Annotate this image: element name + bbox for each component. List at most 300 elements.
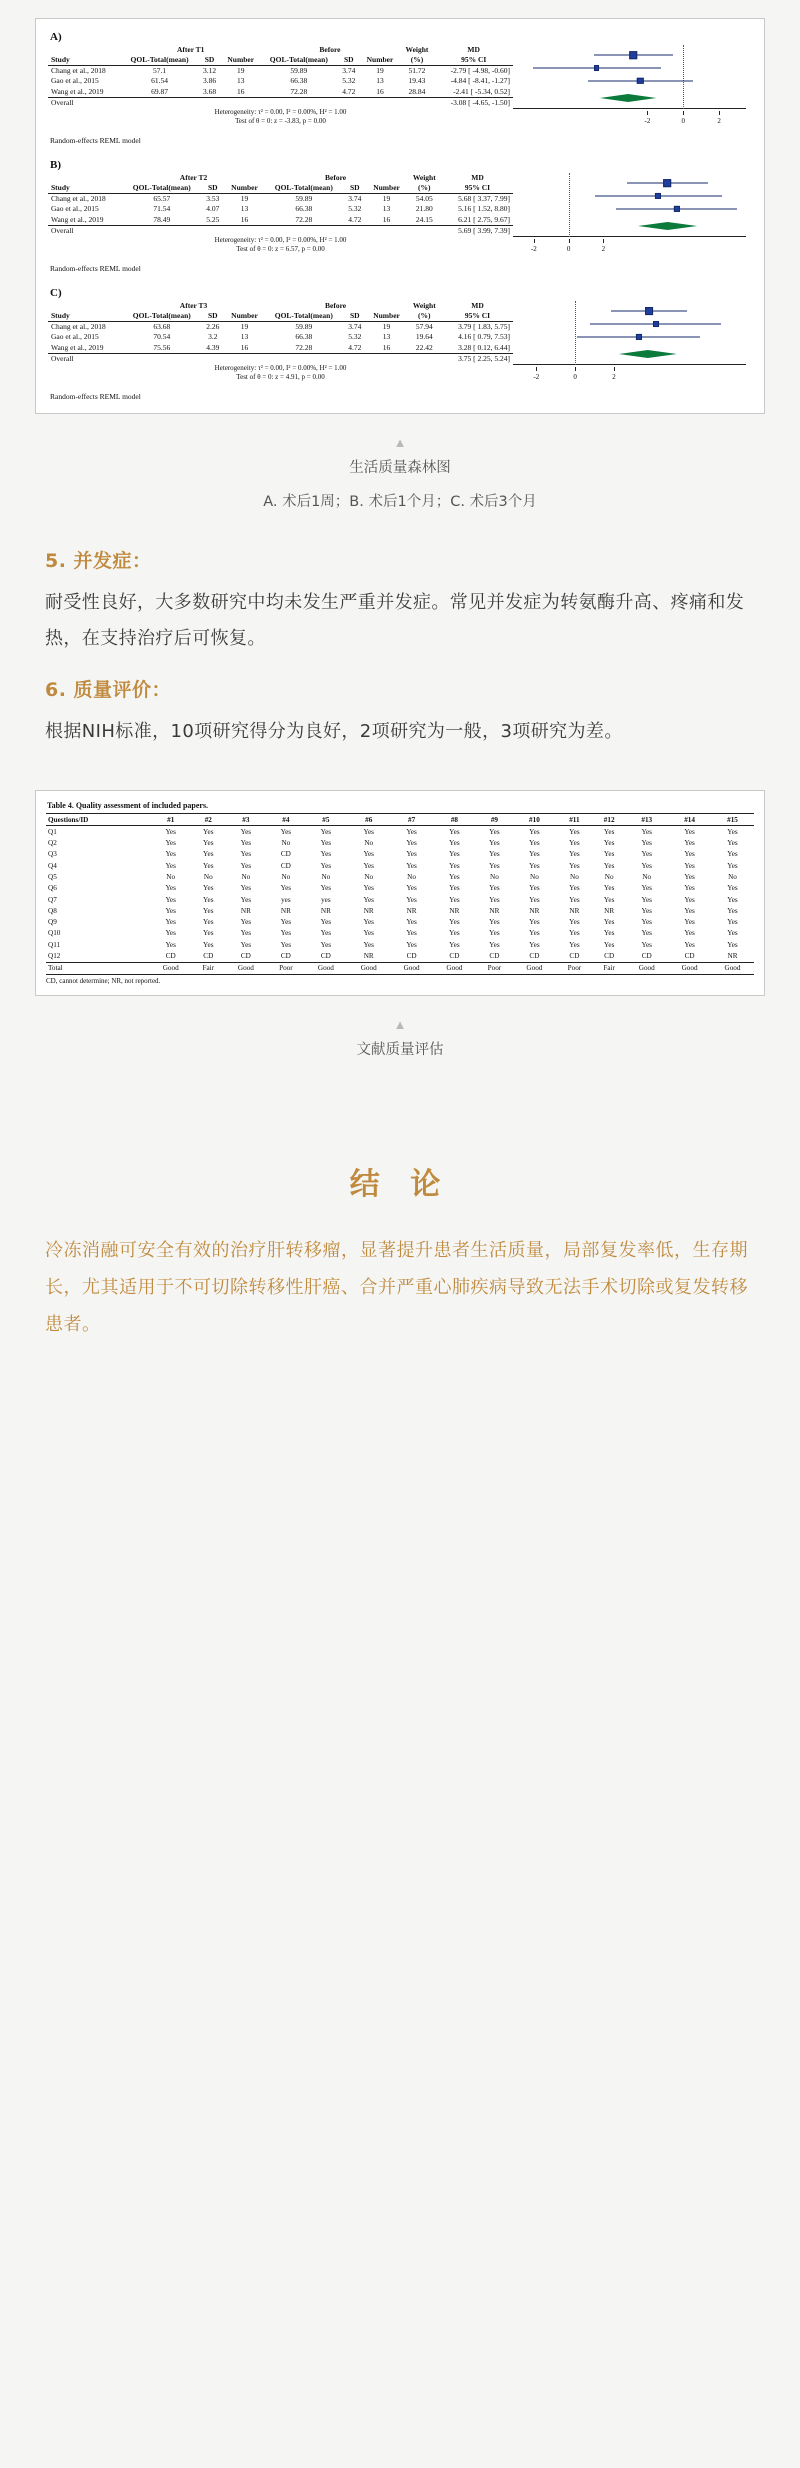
table-cell: Q5 — [48, 873, 57, 882]
table-cell: Yes — [406, 839, 417, 848]
table-cell: Good — [304, 962, 347, 974]
table-cell: Yes — [240, 839, 252, 848]
table-cell: Poor — [556, 962, 593, 974]
overall-diamond — [619, 350, 677, 358]
section-title: 6. 质量评价： — [45, 679, 172, 702]
table-cell: Yes — [529, 929, 540, 938]
table-cell: Yes — [603, 884, 615, 893]
table-cell: Good — [149, 962, 192, 974]
table-cell: NR — [529, 906, 540, 915]
table-cell: Yes — [320, 850, 332, 859]
table-cell: Yes — [449, 827, 460, 836]
caret-up-icon: ▲ — [393, 1016, 407, 1032]
table-cell: Yes — [727, 918, 738, 927]
table-cell: Yes — [727, 906, 738, 915]
axis-tick-label: -2 — [530, 245, 537, 253]
table-cell: Fair — [593, 962, 625, 974]
forest-plot-card — [35, 18, 765, 414]
table-cell: Yes — [641, 940, 652, 949]
table-cell: CD — [203, 951, 214, 960]
table-cell: No — [281, 839, 291, 848]
table-cell: Yes — [529, 884, 540, 893]
table-cell: Yes — [603, 827, 615, 836]
table-cell: Yes — [363, 918, 374, 927]
table-row: Chang et al., 2018 65.57 3.53 19 59.89 3.74 19 54.05 5.68 [ 3.37, 7.99] — [51, 194, 510, 204]
overall-row: Overall 3.75 [ 2.25, 5.24] — [48, 353, 513, 364]
table-row — [46, 883, 754, 894]
table-row — [46, 849, 754, 860]
table-cell: Good — [668, 962, 711, 974]
table-cell: Q10 — [48, 929, 61, 938]
table-cell: Yes — [240, 861, 252, 870]
table-cell: Yes — [641, 906, 652, 915]
null-line — [683, 45, 684, 109]
table-cell: Yes — [320, 929, 332, 938]
null-line — [569, 173, 570, 237]
figure-caption — [0, 436, 800, 516]
table-cell: No — [321, 873, 331, 882]
table-cell: Yes — [489, 929, 500, 938]
table-row — [46, 838, 754, 849]
table-cell: Yes — [569, 850, 580, 859]
table-cell: Yes — [320, 940, 332, 949]
caret-up-icon: ▲ — [393, 435, 407, 450]
table-cell: Yes — [449, 895, 460, 904]
figure-caption-line1: 生活质量森林图 — [349, 460, 451, 476]
table-cell: CD — [569, 951, 580, 960]
column-header: #12 — [593, 814, 625, 826]
axis-tick-label: 0 — [573, 373, 577, 381]
table-cell: Q1 — [48, 827, 57, 836]
table-row: Wang et al., 2019 69.87 3.68 16 72.28 4.72 16 28.84 -2.41 [ -5.34, 0.52] — [51, 86, 510, 96]
table-cell: CD — [165, 951, 176, 960]
table-cell: Yes — [489, 895, 500, 904]
quality-table-card — [35, 790, 765, 996]
table-cell: Yes — [203, 906, 214, 915]
table-row — [46, 894, 754, 905]
heterogeneity-text: Heterogeneity: τ² = 0.00, I² = 0.00%, H² = 1.00 — [214, 107, 347, 116]
axis-tick — [534, 239, 535, 243]
effect-marker — [636, 334, 642, 340]
column-header: #8 — [433, 814, 476, 826]
table-cell: yes — [321, 895, 331, 904]
table-cell: NR — [320, 906, 331, 915]
section-title: 5. 并发症： — [45, 550, 152, 573]
table-cell: Good — [711, 962, 754, 974]
plot-axis — [513, 108, 746, 109]
table-cell: Yes — [569, 918, 580, 927]
axis-tick — [536, 367, 537, 371]
table-cell: Yes — [684, 873, 695, 882]
table-cell: No — [604, 873, 614, 882]
table-cell: Yes — [684, 827, 695, 836]
table-cell: Yes — [449, 850, 460, 859]
table-cell: NR — [489, 906, 500, 915]
test-text: Test of θ = 0: z = -3.83, p = 0.00 — [235, 117, 326, 126]
table-row — [46, 826, 754, 838]
page-root — [0, 18, 800, 2468]
table-cell: Yes — [489, 827, 500, 836]
table-cell: Yes — [165, 940, 176, 949]
table-cell: CD — [320, 951, 331, 960]
table-row: Gao et al., 2015 70.54 3.2 13 66.38 5.32 13 19.64 4.16 [ 0.79, 7.53] — [51, 332, 510, 342]
table-row — [46, 860, 754, 871]
table-cell: CD — [641, 951, 652, 960]
table-cell: Yes — [603, 861, 615, 870]
table-cell: CD — [489, 951, 500, 960]
axis-tick — [719, 111, 720, 115]
table-cell: Yes — [280, 929, 292, 938]
table-cell: Yes — [165, 918, 176, 927]
table-cell: Yes — [203, 839, 214, 848]
table-cell: yes — [281, 895, 291, 904]
axis-tick — [614, 367, 615, 371]
table-row — [46, 905, 754, 916]
column-header: #4 — [267, 814, 304, 826]
table-row: Chang et al., 2018 63.68 2.26 19 59.89 3.74 19 57.94 3.79 [ 1.83, 5.75] — [51, 322, 510, 332]
axis-tick-label: -2 — [533, 373, 540, 381]
model-label-b: Random-effects REML model — [50, 264, 141, 273]
table-cell: CD — [406, 951, 417, 960]
table-cell: No — [407, 873, 416, 882]
table-cell: Yes — [165, 929, 176, 938]
table-cell: Yes — [449, 873, 460, 882]
table-cell: Yes — [569, 940, 580, 949]
table-cell: Good — [347, 962, 390, 974]
column-header: #7 — [390, 814, 433, 826]
table-cell: CD — [604, 951, 615, 960]
axis-tick — [647, 111, 648, 115]
group-header-md: MD — [467, 45, 480, 54]
table-cell: Yes — [684, 884, 695, 893]
section-quality — [45, 675, 755, 750]
quality-table-caption — [0, 1018, 800, 1065]
table-cell: Yes — [569, 827, 580, 836]
effect-marker — [629, 51, 637, 59]
table-cell: Q7 — [48, 895, 57, 904]
column-header: #2 — [192, 814, 224, 826]
plot-axis — [513, 236, 746, 237]
table-cell: Yes — [406, 827, 417, 836]
null-line — [575, 301, 576, 365]
conclusion-block — [0, 1159, 800, 1414]
table-cell: Yes — [489, 884, 500, 893]
table-cell: Yes — [727, 850, 738, 859]
table-cell: Yes — [529, 839, 540, 848]
table-cell: Yes — [569, 929, 580, 938]
table-cell: Yes — [203, 827, 214, 836]
table-cell: Yes — [489, 839, 500, 848]
table-cell: Poor — [267, 962, 304, 974]
quality-caption-text: 文献质量评估 — [356, 1041, 444, 1058]
table-cell: Q3 — [48, 850, 57, 859]
column-header: #3 — [224, 814, 267, 826]
table-cell: Total — [46, 962, 149, 974]
axis-tick — [603, 239, 604, 243]
panel-label-b: B) — [50, 159, 61, 171]
table-cell: Yes — [240, 929, 252, 938]
table-cell: Yes — [240, 850, 252, 859]
quality-table-note: CD, cannot determine; NR, not reported. — [46, 976, 161, 985]
heterogeneity-text: Heterogeneity: τ² = 0.00, I² = 0.00%, H² = 1.00 — [214, 235, 347, 244]
panel-label-a: A) — [50, 31, 62, 43]
table-cell: CD — [684, 951, 695, 960]
table-row: Wang et al., 2019 75.56 4.39 16 72.28 4.72 16 22.42 3.28 [ 0.12, 6.44] — [51, 342, 510, 352]
table-cell: Yes — [165, 895, 176, 904]
column-header: Questions/ID — [46, 814, 149, 826]
table-cell: Yes — [529, 861, 540, 870]
table-cell: NR — [363, 906, 374, 915]
column-header: #15 — [711, 814, 754, 826]
column-header: #9 — [476, 814, 513, 826]
overall-diamond — [638, 222, 697, 230]
table-row — [46, 950, 754, 962]
table-cell: Good — [390, 962, 433, 974]
table-row — [46, 871, 754, 882]
table-row: Gao et al., 2015 71.54 4.07 13 66.38 5.32 13 21.80 5.16 [ 1.52, 8.80] — [51, 204, 510, 214]
plot-axis — [513, 364, 746, 365]
table-cell: Yes — [280, 827, 292, 836]
effect-marker — [645, 307, 653, 315]
table-cell: Yes — [603, 895, 615, 904]
table-cell: Yes — [165, 861, 176, 870]
table-cell: Yes — [240, 884, 252, 893]
table-cell: Yes — [406, 929, 417, 938]
axis-tick — [569, 239, 570, 243]
table-cell: Yes — [641, 929, 652, 938]
table-cell: Yes — [641, 861, 652, 870]
table-cell: Yes — [203, 895, 214, 904]
table-cell: NR — [280, 906, 291, 915]
forest-table-c: After T3 Before Weight MD Study QOL-Total(mean) SD Number QOL-Total(mean) SD Number (%) 95% CI Chang et al., 2018 63.68 2.26 19 59.89 3.74 19 57.94 3.79 [ 1.83, 5.75] Gao et al., 2015 70.54 3.2 13 66.38 5.32 13 19.64 4.16 [ 0.79, 7.53] Wang et al., 2019 75.56 4.39 16 72.28 4.72 16 22.42 3.28 [ 0.12, 6.44] Overall 3.75 [ 2.25, 5.24] Heterogeneity: τ² = 0.00, I² = 0.00%, H² = 1.00 Test of θ = 0: z = 4.91, p = 0.00 — [48, 301, 513, 383]
model-label-c: Random-effects REML model — [50, 392, 141, 401]
forest-table-b: After T2 Before Weight MD Study QOL-Total(mean) SD Number QOL-Total(mean) SD Number (%) 95% CI Chang et al., 2018 65.57 3.53 19 59.89 3.74 19 54.05 5.68 [ 3.37, 7.99] Gao et al., 2015 71.54 4.07 13 66.38 5.32 13 21.80 5.16 [ 1.52, 8.80] Wang et al., 2019 78.49 5.25 16 72.28 4.72 16 24.15 6.21 [ 2.75, 9.67] Overall 5.69 [ 3.99, 7.39] Heterogeneity: τ² = 0.00, I² = 0.00%, H² = 1.00 Test of θ = 0: z = 6.57, p = 0.00 — [48, 173, 513, 255]
group-header-after: After T1 — [176, 45, 205, 54]
table-cell: Yes — [641, 850, 652, 859]
table-cell: Q12 — [48, 951, 61, 960]
table-row — [46, 928, 754, 939]
table-cell: Good — [625, 962, 668, 974]
table-cell: CD — [240, 951, 251, 960]
overall-row: Overall 5.69 [ 3.99, 7.39] — [48, 225, 513, 236]
table-cell: Yes — [449, 839, 460, 848]
table-cell: Yes — [641, 839, 652, 848]
table-cell: Yes — [449, 918, 460, 927]
test-text: Test of θ = 0: z = 4.91, p = 0.00 — [236, 373, 325, 382]
table-row — [46, 939, 754, 950]
table-cell: CD — [449, 951, 460, 960]
table-row: Wang et al., 2019 78.49 5.25 16 72.28 4.72 16 24.15 6.21 [ 2.75, 9.67] — [51, 214, 510, 224]
table-cell: Yes — [449, 940, 460, 949]
table-cell: NR — [240, 906, 251, 915]
table-cell: Yes — [203, 929, 214, 938]
table-cell: Yes — [320, 827, 332, 836]
section-complications — [45, 546, 755, 657]
overall-row: Overall -3.08 [ -4.65, -1.50] — [48, 97, 513, 108]
table-cell: Yes — [529, 940, 540, 949]
table-cell: Yes — [529, 827, 540, 836]
panel-label-c: C) — [50, 287, 62, 299]
table-cell: Yes — [603, 839, 615, 848]
axis-tick-label: 2 — [601, 245, 606, 253]
table-cell: NR — [569, 906, 580, 915]
column-header: #6 — [347, 814, 390, 826]
forest-panel-a — [48, 31, 752, 145]
table-cell: Yes — [165, 906, 176, 915]
table-row — [46, 962, 754, 974]
table-cell: Yes — [727, 884, 738, 893]
forest-table-a: After T1 Before Weight MD Study QOL-Total(mean) SD Number QOL-Total(mean) SD Number (%) 95% CI Chang et al., 2018 57.1 3.12 19 59.89 3.74 19 51.72 -2.79 [ -4.98, -0.60] Gao et al., 2015 61.54 3.86 13 66.38 5.32 13 19.43 -4.84 [ -8.41, -1.27] Wang et al., 2019 69.87 3.68 16 72.28 4.72 16 28.84 -2.41 [ -5.34, 0.52] Overall -3.08 [ -4.65, -1.50] Heterogeneity: τ² = 0.00, I² = 0.00%, H² = 1.00 Test of θ = 0: z = -3.83, p = 0.00 — [48, 45, 513, 127]
table-cell: NR — [406, 906, 417, 915]
table-cell: Yes — [406, 861, 417, 870]
table-cell: Yes — [449, 929, 460, 938]
axis-tick-label: -2 — [644, 117, 651, 125]
table-cell: Yes — [684, 850, 695, 859]
table-cell: Yes — [489, 861, 500, 870]
table-cell: Yes — [363, 929, 374, 938]
table-cell: Yes — [280, 940, 292, 949]
table-cell: Yes — [603, 850, 615, 859]
table-cell: No — [728, 873, 737, 882]
table-cell: Yes — [569, 839, 580, 848]
conclusion-body: 冷冻消融可安全有效的治疗肝转移瘤，显著提升患者生活质量，局部复发率低，生存期长，尤其适用于不可切除转移性肝癌、合并严重心肺疾病导致无法手术切除或复发转移患者。 — [45, 1240, 748, 1336]
table-cell: No — [530, 873, 539, 882]
table-cell: Yes — [684, 940, 695, 949]
table-cell: Yes — [684, 839, 695, 848]
table-cell: Yes — [684, 895, 695, 904]
table-cell: CD — [280, 850, 291, 859]
table-cell: Yes — [529, 895, 540, 904]
table-cell: Yes — [529, 850, 540, 859]
effect-marker — [637, 78, 643, 84]
table-cell: Q8 — [48, 906, 57, 915]
effect-marker — [674, 206, 680, 212]
table-cell: Yes — [280, 918, 292, 927]
table-cell: CD — [529, 951, 540, 960]
conclusion-title: 结 论 — [349, 1167, 451, 1203]
table-cell: CD — [280, 951, 291, 960]
table-cell: NR — [604, 906, 615, 915]
axis-tick-label: 2 — [717, 117, 721, 125]
table-cell: Poor — [476, 962, 513, 974]
table-cell: Yes — [203, 940, 214, 949]
table-cell: Yes — [406, 940, 417, 949]
table-cell: No — [241, 873, 251, 882]
table-cell: Yes — [727, 827, 738, 836]
table-cell: Yes — [569, 895, 580, 904]
table-cell: Yes — [684, 906, 695, 915]
table-cell: Yes — [603, 940, 615, 949]
forest-panel-c — [48, 287, 752, 401]
table-cell: Yes — [165, 827, 176, 836]
table-cell: Yes — [203, 861, 214, 870]
table-row: Gao et al., 2015 61.54 3.86 13 66.38 5.32 13 19.43 -4.84 [ -8.41, -1.27] — [51, 76, 510, 86]
column-header: #1 — [149, 814, 192, 826]
table-cell: Yes — [684, 918, 695, 927]
table-cell: Yes — [363, 895, 374, 904]
table-cell: Yes — [603, 918, 615, 927]
forest-plot-c — [513, 301, 752, 387]
model-label-a: Random-effects REML model — [50, 136, 141, 145]
effect-marker — [664, 179, 672, 187]
table-cell: NR — [363, 951, 374, 960]
table-cell: Yes — [165, 850, 176, 859]
table-cell: No — [203, 873, 213, 882]
test-text: Test of θ = 0: z = 6.57, p = 0.00 — [236, 245, 325, 254]
quality-table — [46, 813, 754, 975]
table-cell: Yes — [203, 884, 214, 893]
table-cell: Fair — [192, 962, 224, 974]
table-cell: Yes — [569, 861, 580, 870]
table-cell: Yes — [489, 918, 500, 927]
table-cell: Yes — [320, 861, 332, 870]
table-cell: Yes — [240, 940, 252, 949]
table-cell: Yes — [727, 895, 738, 904]
table-cell: No — [490, 873, 499, 882]
table-cell: Yes — [641, 895, 652, 904]
table-cell: Yes — [489, 850, 500, 859]
table-cell: Yes — [320, 884, 332, 893]
table-cell: Yes — [406, 850, 417, 859]
table-cell: Yes — [449, 861, 460, 870]
table-cell: No — [570, 873, 579, 882]
table-cell: CD — [280, 861, 291, 870]
table-cell: Yes — [320, 918, 332, 927]
figure-caption-line2: A. 术后1周；B. 术后1个月；C. 术后3个月 — [263, 493, 537, 510]
table-cell: Yes — [727, 839, 738, 848]
table-cell: Yes — [406, 884, 417, 893]
table-cell: Yes — [727, 929, 738, 938]
table-cell: No — [166, 873, 176, 882]
table-cell: Q11 — [48, 940, 61, 949]
column-header: #10 — [513, 814, 556, 826]
table-cell: Good — [224, 962, 267, 974]
table-cell: Yes — [363, 940, 374, 949]
axis-tick — [575, 367, 576, 371]
table-cell: Yes — [165, 884, 176, 893]
table-cell: Yes — [449, 884, 460, 893]
quality-table-title: Table 4. Quality assessment of included papers. — [47, 801, 209, 811]
forest-plot-a — [513, 45, 752, 131]
table-row: Chang et al., 2018 57.1 3.12 19 59.89 3.74 19 51.72 -2.79 [ -4.98, -0.60] — [51, 66, 510, 76]
axis-tick — [683, 111, 684, 115]
table-cell: Yes — [529, 918, 540, 927]
table-cell: Yes — [203, 850, 214, 859]
table-cell: Good — [433, 962, 476, 974]
group-header-before: Before — [319, 45, 341, 54]
table-cell: Yes — [240, 895, 252, 904]
table-cell: Yes — [569, 884, 580, 893]
table-cell: Q4 — [48, 861, 57, 870]
table-cell: Good — [513, 962, 556, 974]
column-header: #13 — [625, 814, 668, 826]
table-cell: Yes — [727, 861, 738, 870]
axis-tick-label: 0 — [566, 245, 571, 253]
table-cell: Yes — [363, 850, 374, 859]
section-body: 根据NIH标准，10项研究得分为良好，2项研究为一般，3项研究为差。 — [45, 721, 623, 743]
table-cell: Yes — [363, 861, 374, 870]
effect-marker — [594, 65, 600, 71]
axis-tick-label: 0 — [681, 117, 686, 125]
table-cell: Yes — [684, 861, 695, 870]
table-cell: Yes — [603, 929, 615, 938]
table-cell: No — [642, 873, 652, 882]
heterogeneity-text: Heterogeneity: τ² = 0.00, I² = 0.00%, H² = 1.00 — [214, 363, 347, 372]
group-header-weight: Weight — [405, 45, 429, 54]
column-header: #5 — [304, 814, 347, 826]
column-header: #11 — [556, 814, 593, 826]
table-cell: Yes — [406, 918, 417, 927]
